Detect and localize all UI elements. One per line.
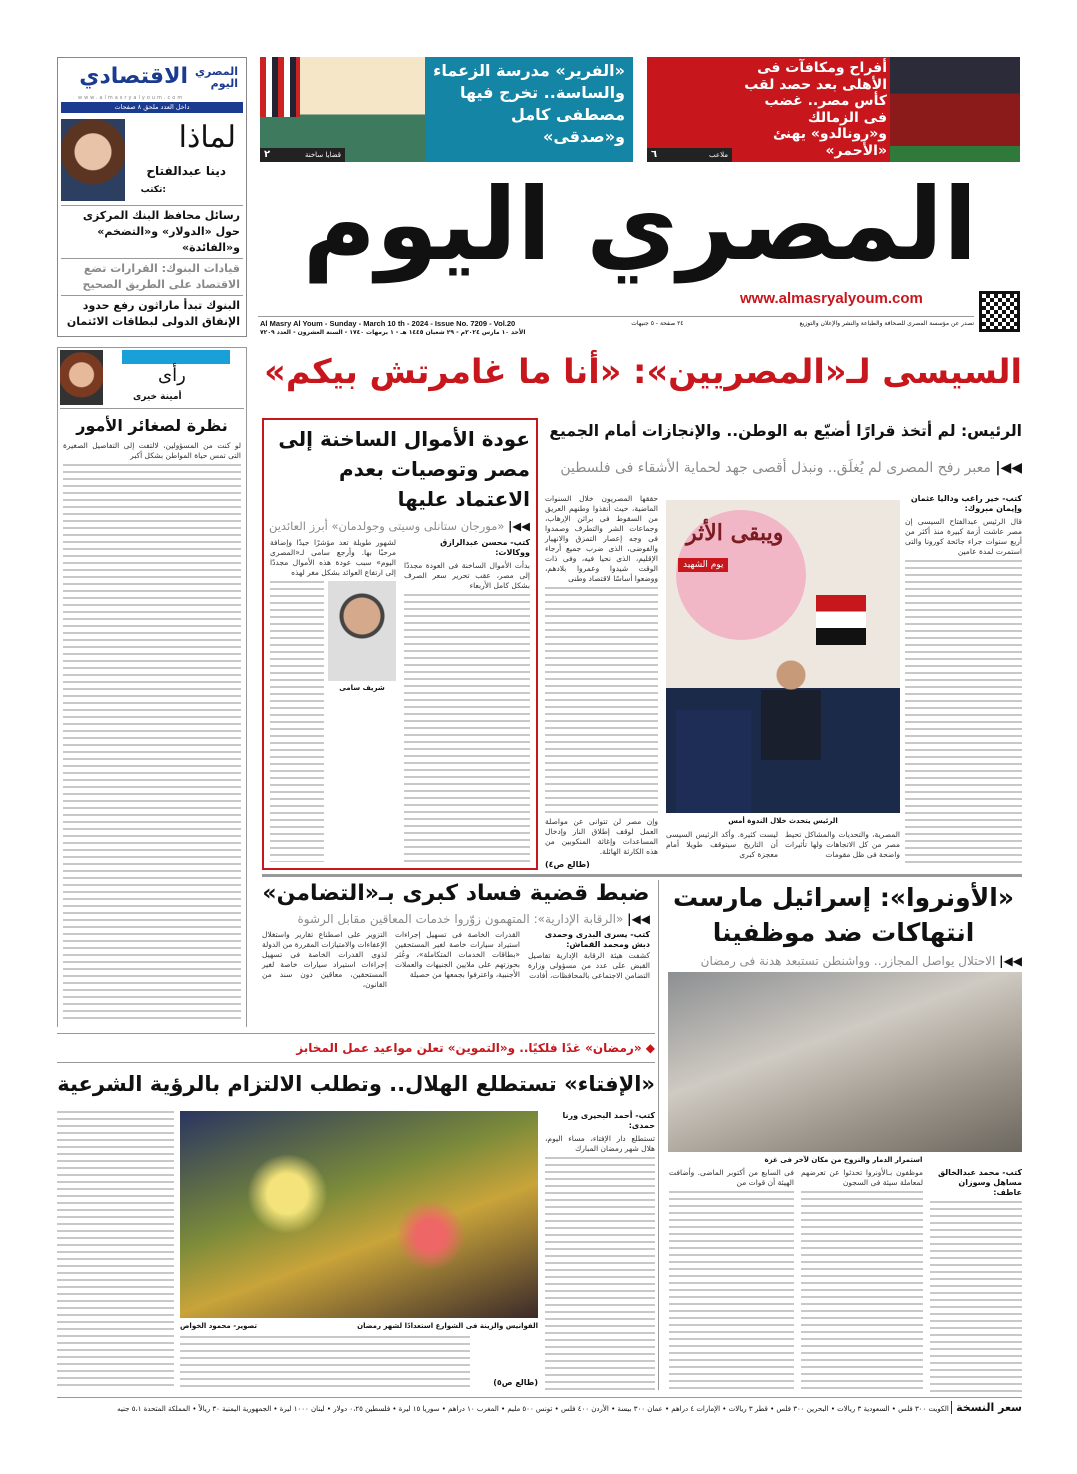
opinion-label: رأى (158, 365, 186, 386)
ifta-byline: كتب- أحمد البحيرى ورنا حمدى: (562, 1111, 655, 1130)
arrow-icon: ◀◀| (995, 460, 1022, 476)
page-number: ٢ (264, 149, 271, 160)
kicker-text: معبر رفح المصرى لم يُغلَق.. ونبذل أقصى جهد لحماية الأشقاء فى فلسطين (560, 460, 991, 476)
hot-money-text-col1 (404, 594, 530, 862)
lead-body: قال الرئيس عبدالفتاح السيسى إن مصر عاشت أزمة كبيرة منذ أكثر من أربع سنوات جراء جائحة كورونا والتى استمرت لمدة عامين (905, 517, 1022, 556)
president-figure (761, 660, 821, 760)
ifta-text-col1 (545, 1157, 655, 1390)
diamond-icon: ◆ (645, 1041, 655, 1055)
writer-name: دينا عبدالفتاح (146, 164, 226, 178)
hot-money-box[interactable] (262, 418, 538, 870)
price-footer (57, 1400, 1022, 1417)
lead-kicker (548, 458, 1022, 478)
ifta-text-col2 (180, 1336, 470, 1388)
photo-tag: يوم الشهيد (678, 558, 728, 572)
teaser-ahly[interactable] (647, 57, 1020, 162)
price-list: الكويت ٣٠٠ فلس • السعودية ٣ ريالات • البحرين ٣٠٠ فلس • قطر ٣ ريالات • الإمارات ٤ دراهم • عمان ٣٠٠ بيسة • الأردن ٤٠٠ فلس • تونس ٥٠٠ مليم • المغرب ١٠ دراهم • سوريا ١٥ ليرة • فلسطين ٠،٢٥ دولار • لبنان ١٠٠٠ ليرة • الجمهورية اليمنية ٣٠ ريالاً • المملكة المتحدة ٥،١ جنيه (117, 1405, 949, 1413)
column-divider (658, 880, 659, 1390)
lead-text-col3 (545, 587, 658, 814)
lead-photo (666, 500, 900, 813)
writer-photo (60, 350, 103, 405)
kicker-text: «مورجان ستانلى وسيتى وجولدمان» أبرز العائدين (268, 519, 505, 533)
divider (60, 408, 244, 409)
arrow-icon: ◀◀| (627, 912, 650, 926)
supplement-item-2[interactable]: قيادات البنوك: القرارات تضع الاقتصاد على الطريق الصحيح (61, 258, 243, 295)
ramadan-rule (57, 1062, 655, 1063)
arrow-icon: ◀◀| (508, 519, 530, 533)
arabic-dateline: الأحد ١٠ مارس ٢٠٢٤م - ٢٩ شعبان ١٤٤٥ هـ - ١ برمهات ١٧٤٠ - السنة العشرون - العدد ٧٢٠٩ (260, 329, 526, 336)
sherif-sami-photo (328, 581, 396, 681)
hot-money-byline: كتب- محسن عبدالرازق ووكالات: (440, 538, 530, 557)
corruption-body3: التزوير على اصطناع تقارير واستغلال الإعفاءات والامتيازات المقررة من الدولة لذوى القدرات الخاصة فى تسهيل إجراءات استيراد سيارات خاصة لغير المستحقين، معاقين دون سند من القانون، (262, 930, 387, 989)
section-name: قضايا ساخنة (304, 151, 341, 159)
opinion-text (63, 464, 241, 1020)
kicker-text: الاحتلال يواصل المجازر.. وواشنطن تستبعد هدنة فى رمضان (700, 954, 996, 968)
photo-caption: شريف سامى (339, 684, 385, 692)
teaser-headline: أفراح ومكافآت فى الأهلى بعد حصد لقب كأس مصر.. غضب فى الزمالك و«رونالدو» يهنئ «الأحمر» (744, 60, 887, 159)
supplement-url: www.almasryalyoum.com (78, 95, 185, 101)
gaza-photo-caption: استمرار الدمار والنزوح من مكان لآخر فى غزة (764, 1156, 923, 1164)
opinion-writer: أمينة خيرى (133, 392, 182, 402)
egypt-flag (816, 595, 866, 645)
unrwa-byline: كتب- محمد عبدالخالق مساهل وسوزان عاطف: (937, 1168, 1022, 1197)
teaser-headline: «الفرير» مدرسة الزعماء والساسة.. تخرج فيها مصطفى كامل و«صدقى» (433, 61, 625, 146)
corruption-kicker (262, 911, 650, 927)
teaser-school[interactable] (260, 57, 633, 162)
hot-money-text-col2 (270, 581, 324, 862)
qr-code[interactable] (979, 291, 1020, 332)
supplement-box[interactable] (57, 57, 247, 337)
unrwa-headline[interactable]: «الأونروا»: إسرائيل مارست انتهاكات ضد موظفينا (673, 883, 1014, 947)
photo-banner: ويبقى الأثر (686, 520, 784, 546)
section-tag (647, 148, 732, 162)
masthead-logo[interactable]: المصري اليوم (302, 166, 978, 283)
celebration-photo (890, 57, 1020, 162)
unrwa-body2: فى السابع من أكتوبر الماضى. وأضافت الهيئة أن قوات من (669, 1168, 794, 1187)
supplement-item-3[interactable]: البنوك تبدأ ماراثون رفع حدود الإنفاق الدولى لبطاقات الائتمان (61, 295, 243, 332)
footer-rule (57, 1397, 1022, 1398)
page-number: ٦ (651, 149, 658, 160)
ifta-headline[interactable]: «الإفتاء» تستطلع الهلال.. وتطلب الالتزام بالرؤية الشرعية (57, 1072, 655, 1096)
lead-subhead: الرئيس: لم أتخذ قرارًا أضيّع به الوطن.. والإنجازات أمام الجميع (549, 422, 1022, 440)
photo-credit: تصوير- محمود الخواص (180, 1322, 258, 1330)
opinion-body: لو كنت من المسؤولين، لالتفت إلى التفاصيل الصغيرة التى تمس حياة المواطن بشكل أكبر (63, 441, 241, 460)
supplement-banner: داخل العدد ملحق ٨ صفحات (61, 102, 243, 113)
podium (676, 710, 751, 813)
school-photo (260, 57, 425, 162)
dateline-rule (258, 316, 974, 317)
logo-main: الاقتصادي (79, 64, 188, 89)
writes-label: تكتب: (140, 185, 166, 195)
corruption-body: كشفت هيئة الرقابة الإدارية تفاصيل القبض على عدد من مسؤولى وزارة التضامن الاجتماعى بالمحافظات، أفادت (528, 951, 650, 980)
lead-text-col1 (905, 560, 1022, 823)
logo-top: المصري اليوم (194, 65, 238, 90)
section-tag (260, 148, 345, 162)
unrwa-text-col3 (669, 1191, 794, 1392)
publisher-info: تصدر عن مؤسسة المصرى للصحافة والطباعة والنشر والإعلان والتوزيع (799, 320, 974, 327)
unrwa-text-col2 (801, 1191, 923, 1392)
unrwa-text-col1 (930, 1201, 1022, 1392)
lead-photo-caption: الرئيس يتحدث خلال الندوة أمس (728, 817, 838, 825)
photo-caption: الفوانيس والزينة فى الشوارع استعدادًا لشهر رمضان (357, 1322, 538, 1330)
lead-body-end: وإن مصر لن تتوانى عن مواصلة العمل لوقف إطلاق النار وإدخال المساعدات وإغاثة المنكوبين من هذه الكارثة الهائلة. (545, 817, 658, 856)
kicker-text: «الرقابة الإدارية»: المتهمون زوّروا خدمات المعاقين مقابل الرشوة (297, 912, 624, 926)
ifta-continued[interactable]: (طالع ص٥) (493, 1378, 538, 1387)
ifta-text-col3 (57, 1111, 174, 1389)
price-label: سعر النسخة (951, 1401, 1022, 1414)
hot-money-body2: لشهور طويلة تعد مؤشرًا جيدًا وإضافة مرحبًا بها. وأرجع سامى لـ«المصرى اليوم» سبب عودة هذه الأموال مجددًا إلى ارتفاع العوائد بشكل مغر لهذه (270, 538, 396, 577)
dateline (260, 319, 974, 337)
supplement-logo (66, 64, 238, 94)
lead-byline: كتب- خير راغب وداليا عثمان وإيمان مبروك: (910, 494, 1022, 513)
lead-headline[interactable]: السيسى لـ«المصريين»: «أنا ما غامرتش بيكم» (264, 352, 1022, 391)
opinion-headline: نظرة لصغائر الأمور (76, 416, 228, 435)
opinion-column[interactable] (57, 347, 247, 1027)
lanterns-photo (180, 1111, 538, 1318)
corruption-body2: القدرات الخاصة فى تسهيل إجراءات استيراد سيارات خاصة لغير المستحقين «بطاقات الخدمات المتكاملة»، وعُثر بحوزتهم على ملايين الجنيهات والعملات الأجنبية، واعترفوا بجمعها من حصيلة (395, 930, 520, 979)
lead-text-col1b (905, 826, 1022, 866)
price-info: ٢٤ صفحة - ٥ جنيهات (631, 320, 684, 327)
hot-money-kicker (270, 518, 530, 534)
lead-continued[interactable]: (طالع ص٤) (545, 860, 590, 869)
lead-body-col3: حققها المصريون خلال السنوات الماضية، حيث أنقذوا وطنهم العريق من السقوط فى براثن الإرهاب، وجماعات الشر والتطرف وصمدوا فى وجه إعصار التمزق والانهيار والفوضى، الذى ضرب جميع أرجاء الإقليم، الذى نحيا فيه، وفى ذات الوقت شيدوا وعمروا بلادهم، ووضعوا أساسًا لاقتصاد وطنى (545, 494, 658, 583)
masthead-url[interactable]: www.almasryalyoum.com (740, 290, 923, 307)
corruption-headline[interactable]: ضبط قضية فساد كبرى بـ«التضامن» (262, 881, 650, 906)
hot-money-body: بدأت الأموال الساخنة فى العودة مجددًا إلى مصر، عقب تحرير سعر الصرف بشكل كامل الأربعاء (404, 561, 530, 590)
lead-body-col2b: ليست كثيرة. وأكد الرئيس السيسى أن التاريخ سيتوقف طويلا أمام معجزة كبرى (666, 830, 778, 859)
opinion-accent (122, 350, 230, 364)
unrwa-kicker (665, 953, 1022, 969)
arrow-icon: ◀◀| (999, 954, 1022, 968)
kicker-text: «رمضان» غدًا فلكيًا.. و«التموين» تعلن مواعيد عمل المخابز (296, 1041, 642, 1055)
supplement-item-1[interactable]: رسائل محافظ البنك المركزى حول «الدولار» و«التضخم» و«الفائدة» (61, 205, 243, 258)
ifta-body: تستطلع دار الإفتاء، مساء اليوم، هلال شهر رمضان المبارك (545, 1134, 655, 1153)
column-name: لماذا (178, 120, 236, 155)
english-dateline: Al Masry Al Youm - Sunday - March 10 th - 2024 - Issue No. 7209 - Vol.20 (260, 319, 516, 328)
lead-body-col2a: المصرية، والتحديات والمشاكل تحيط مصر من كل الاتجاهات ولها تأثيرات واضحة فى ظل مقومات (785, 830, 900, 859)
hot-money-headline: عودة الأموال الساخنة إلى مصر وتوصيات بعدم الاعتماد عليها (278, 427, 530, 511)
unrwa-body: موظفون بـالأونروا تحدثوا عن تعرضهم لمعاملة سيئة فى السجون (801, 1168, 923, 1187)
ramadan-kicker (57, 1039, 655, 1057)
corruption-byline: كتب- يسرى البدرى وحمدى دبش ومحمد القماش: (544, 930, 650, 949)
writer-photo (61, 119, 125, 201)
gaza-photo (668, 972, 1022, 1152)
section-rule (262, 874, 1022, 877)
ramadan-rule (57, 1033, 655, 1034)
section-name: ملاعب (709, 151, 728, 159)
